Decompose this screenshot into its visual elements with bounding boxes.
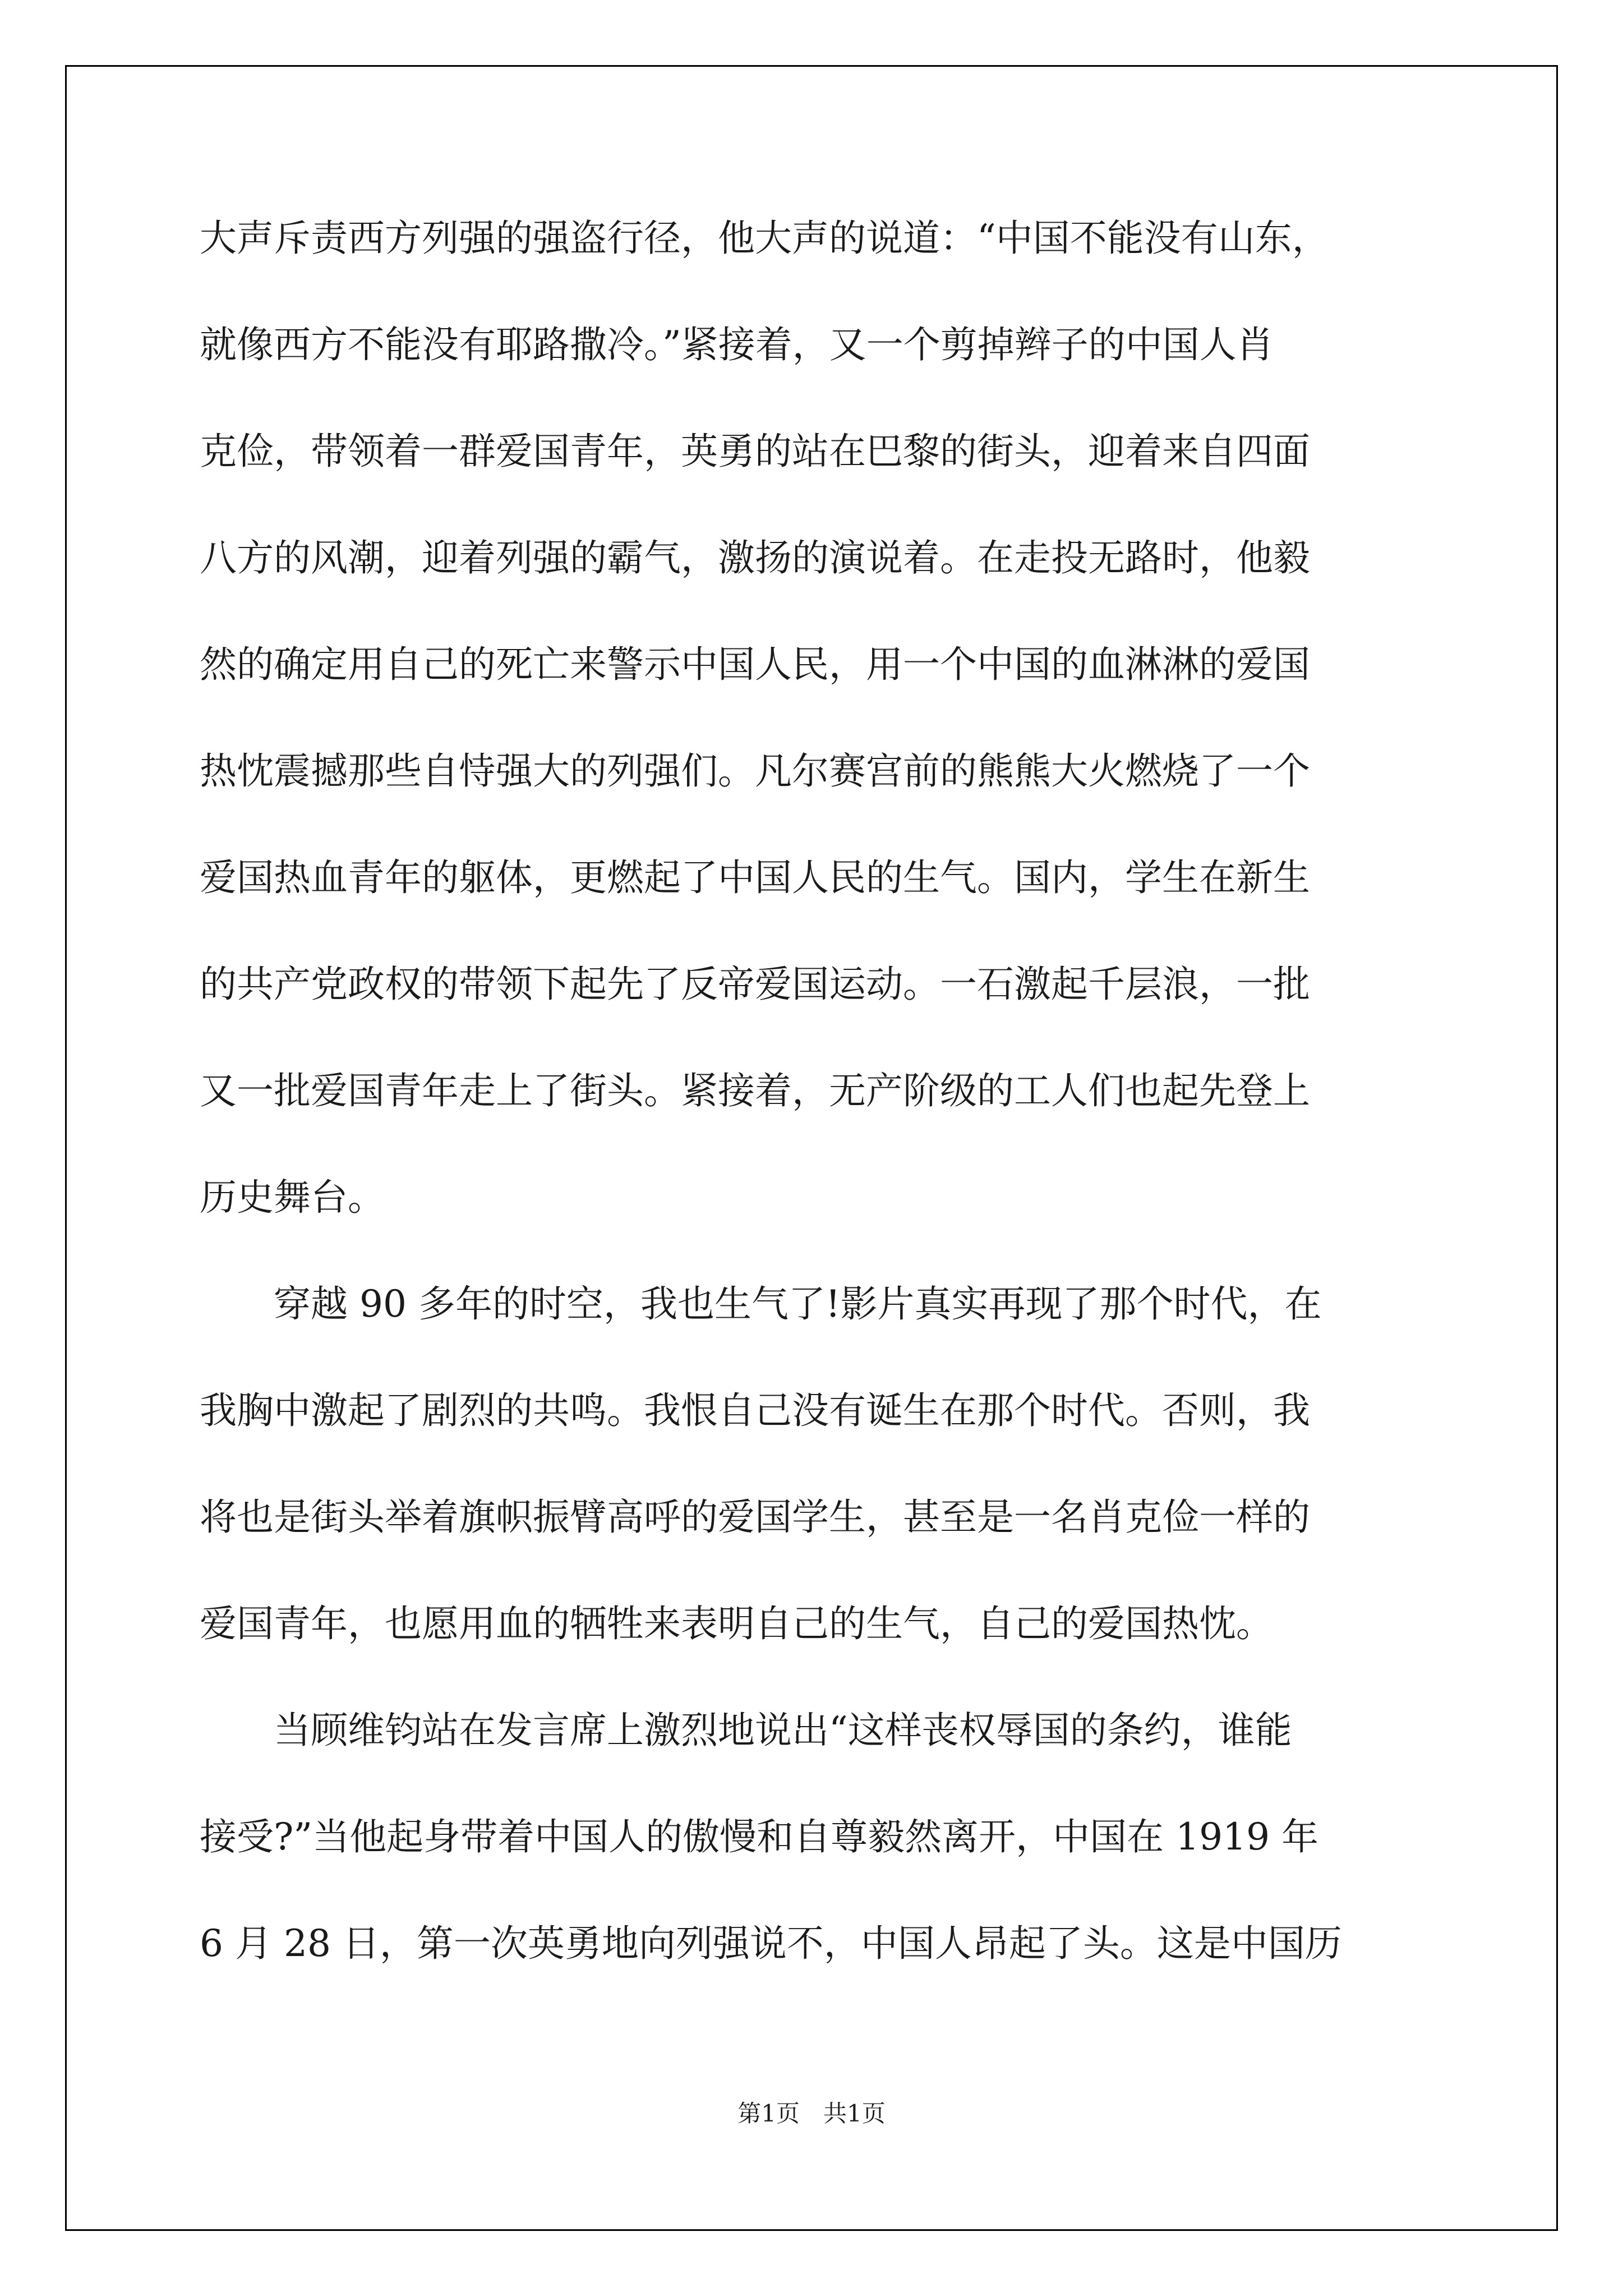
text-line: 八方的风潮，迎着列强的霸气，激扬的演说着。在走投无路时，他毅 [200,536,1310,579]
text-line: 将也是街头举着旗帜振臂高呼的爱国学生，甚至是一名肖克俭一样的 [200,1496,1310,1539]
text-line: 历史舞台。 [200,1176,385,1219]
text-line: 热忱震撼那些自恃强大的列强们。凡尔赛宫前的熊熊大火燃烧了一个 [200,749,1310,793]
text-line: 爱国热血青年的躯体，更燃起了中国人民的生气。国内，学生在新生 [200,856,1310,899]
text-line: 爱国青年，也愿用血的牺牲来表明自己的生气，自己的爱国热忱。 [200,1602,1273,1645]
text-line: 又一批爱国青年走上了街头。紧接着，无产阶级的工人们也起先登上 [200,1069,1310,1112]
text-line: 克俭，带领着一群爱国青年，英勇的站在巴黎的街头，迎着来自四面 [200,430,1310,473]
text-line: 当顾维钧站在发言席上激烈地说出“这样丧权辱国的条约，谁能 [200,1709,1292,1752]
text-line: 我胸中激起了剧烈的共鸣。我恨自己没有诞生在那个时代。否则，我 [200,1389,1310,1432]
text-line: 然的确定用自己的死亡来警示中国人民，用一个中国的血淋淋的爱国 [200,643,1310,686]
text-line: 的共产党政权的带领下起先了反帝爱国运动。一石激起千层浪，一批 [200,963,1310,1006]
text-line: 大声斥责西方列强的强盗行径，他大声的说道：“中国不能没有山东， [200,217,1329,260]
page-footer: 第1页 共1页 [737,2100,886,2127]
text-line: 就像西方不能没有耶路撒冷。”紧接着，又一个剪掉辫子的中国人肖 [200,323,1274,366]
text-line: 6 月 28 日，第一次英勇地向列强说不，中国人昂起了头。这是中国历 [200,1922,1342,1965]
document-body [200,202,1433,2014]
text-line: 穿越 90 多年的时空，我也生气了!影片真实再现了那个时代，在 [200,1282,1322,1326]
text-line: 接受?”当他起身带着中国人的傲慢和自尊毅然离开，中国在 1919 年 [200,1815,1319,1858]
